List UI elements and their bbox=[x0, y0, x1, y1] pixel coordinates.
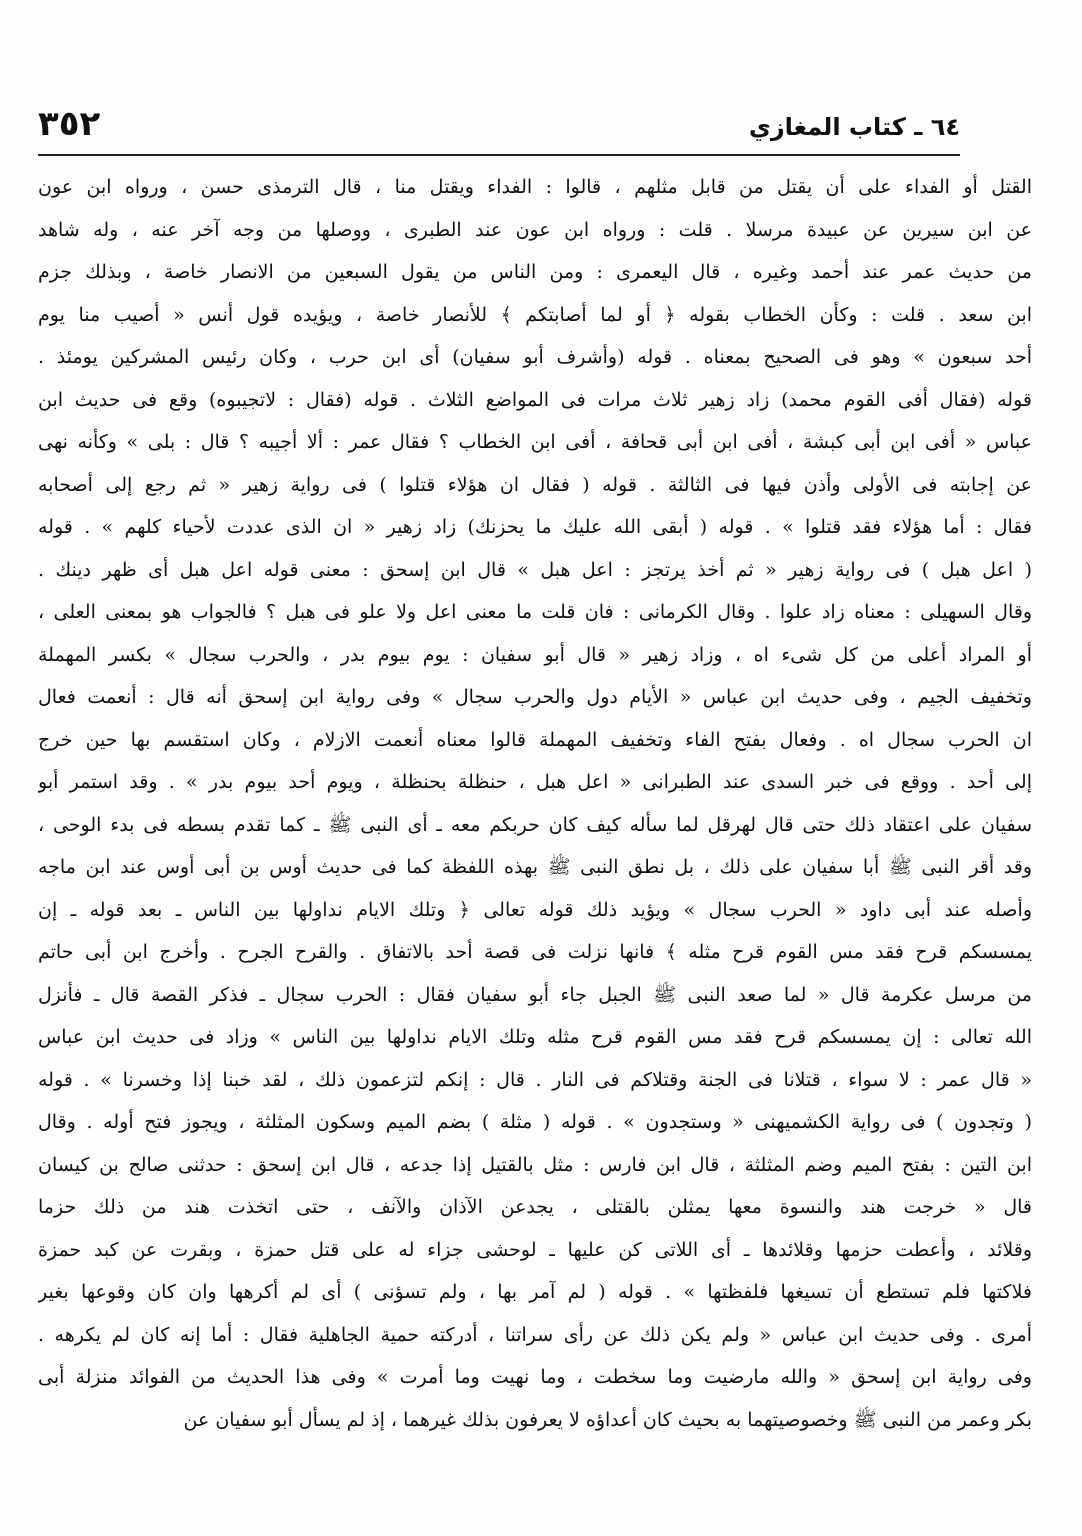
text-line: ( وتجدون ) فى رواية الكشميهنى « وستجدون » . قوله ( مثلة ) بضم الميم وسكون المثلثة ، ويجوز فتح أوله . وقال bbox=[38, 1111, 1032, 1133]
text-line: وقلائد ، وأعطت حزمها وقلائدها ـ أى اللاتى كن عليها ـ لوحشى جزاء له على قتل حمزة ، وبقرت عن كبد حمزة bbox=[38, 1238, 1032, 1261]
text-line: وقد أقر النبى ﷺ أبا سفيان على ذلك ، بل نطق النبى ﷺ بهذه اللفظة كما فى حديث أوس بن أبى أوس عند ابن ماجه bbox=[38, 856, 1032, 878]
body-text bbox=[38, 166, 1032, 1441]
page-number: ٣٥٢ bbox=[38, 104, 101, 144]
text-line: « قال عمر : لا سواء ، قتلانا فى الجنة وقتلاكم فى النار . قال : إنكم لتزعمون ذلك ، لقد خبنا إذا وخسرنا » . قوله bbox=[38, 1068, 1032, 1091]
text-line: قوله (فقال أفى القوم محمد) زاد زهير ثلاث مرات فى المواضع الثلاث . قوله (فقال : لاتجيبوه) وقع فى حديث ابن bbox=[38, 388, 1032, 411]
text-line: القتل أو الفداء على أن يقتل من قابل مثلهم ، قالوا : الفداء ويقتل منا ، قال الترمذى حسن ، ورواه ابن عون bbox=[38, 176, 1032, 198]
text-line: عباس « أفى ابن أبى كبشة ، أفى ابن أبى قحافة ، أفى ابن الخطاب ؟ فقال عمر : ألا أجيبه ؟ قال : بلى » وكأنه نهى bbox=[38, 431, 1032, 453]
text-line: وفى رواية ابن إسحق « والله مارضيت وما سخطت ، وما نهيت وما أمرت » وفى هذا الحديث من الفوائد منزلة أبى bbox=[38, 1366, 1032, 1388]
text-line: وقال السهيلى : معناه زاد علوا . وقال الكرمانى : فان قلت ما معنى اعل ولا علو فى هبل ؟ فالجواب هو بمعنى العلى ، bbox=[38, 601, 1032, 623]
text-line: عن ابن سيرين عن عبيدة مرسلا . قلت : ورواه ابن عون عند الطبرى ، ووصلها من وجه آخر عنه ، وله شاهد bbox=[38, 218, 1032, 241]
text-line: فلاكتها فلم تستطع أن تسيغها فلفظتها » . قوله ( لم آمر بها ، ولم تسؤنى ) أى لم أكرهها وان كان وقوعها بغير bbox=[38, 1281, 1032, 1303]
text-line: من مرسل عكرمة قال « لما صعد النبى ﷺ الجبل جاء أبو سفيان فقال : الحرب سجال ـ فذكر القصة قال ـ فأنزل bbox=[38, 983, 1032, 1006]
text-line: أمرى . وفى حديث ابن عباس « ولم يكن ذلك عن رأى سراتنا ، أدركته حمية الجاهلية فقال : أما إنه كان لم يكرهه . bbox=[38, 1323, 1032, 1346]
text-line: وتخفيف الجيم ، وفى حديث ابن عباس « الأيام دول والحرب سجال » وفى رواية ابن إسحق أنه قال : أنعمت فعال bbox=[38, 686, 1032, 708]
text-line: قال « خرجت هند والنسوة معها يمثلن بالقتلى ، يجدعن الآذان والآنف ، حتى اتخذت هند من ذلك حزما bbox=[38, 1196, 1032, 1218]
text-line: بكر وعمر من النبى ﷺ وخصوصيتهما به بحيث كان أعداؤه لا يعرفون بذلك غيرهما ، إذ لم يسأل أبو سفيان عن bbox=[183, 1408, 1032, 1431]
text-line: ( اعل هبل ) فى رواية زهير « ثم أخذ يرتجز : اعل هبل » قال ابن إسحق : معنى قوله اعل هبل أى ظهر دينك . bbox=[38, 558, 1032, 581]
text-line: أحد سبعون » وهو فى الصحيح بمعناه . قوله (وأشرف أبو سفيان) أى ابن حرب ، وكان رئيس المشركين يومئذ . bbox=[38, 346, 1032, 368]
text-line: إلى أحد . ووقع فى خبر السدى عند الطبرانى « اعل هبل ، حنظلة بحنظلة ، ويوم أحد بيوم بدر » . وقد استمر أبو bbox=[38, 771, 1032, 793]
text-line: سفيان على اعتقاد ذلك حتى قال لهرقل لما سأله كيف كان حربكم معه ـ أى النبى ﷺ ـ كما تقدم بسطه فى بدء الوحى ، bbox=[38, 813, 1032, 836]
text-line: فقال : أما هؤلاء فقد قتلوا » . قوله ( أبقى الله عليك ما يحزنك) زاد زهير « ان الذى عددت لأحياء كلهم » . قوله bbox=[38, 516, 1032, 538]
text-line: ان الحرب سجال اه . وفعال بفتح الفاء وتخفيف المهملة قالوا معناه أنعمت الازلام ، وكان استقسم بها حين خرج bbox=[38, 728, 1032, 751]
text-line: ابن سعد . قلت : وكأن الخطاب بقوله ﴿ أو لما أصابتكم ﴾ للأنصار خاصة ، ويؤيده قول أنس « أصيب منا يوم bbox=[38, 303, 1032, 326]
header-rule bbox=[38, 154, 960, 156]
text-line: عن إجابته فى الأولى وأذن فيها فى الثالثة . قوله ( فقال ان هؤلاء قتلوا ) فى رواية زهير « ثم رجع إلى أصحابه bbox=[38, 473, 1032, 496]
text-line: الله تعالى : إن يمسسكم قرح فقد مس القوم قرح مثله وتلك الايام نداولها بين الناس » وزاد فى حديث ابن عباس bbox=[38, 1026, 1032, 1048]
page-header bbox=[38, 104, 960, 150]
text-line: وأصله عند أبى داود « الحرب سجال » ويؤيد ذلك قوله تعالى ﴿ وتلك الايام نداولها بين الناس ـ بعد قوله ـ إن bbox=[38, 898, 1032, 921]
running-title: ٦٤ ـ كتاب المغازي bbox=[748, 113, 960, 141]
text-line: يمسسكم قرح فقد مس القوم قرح مثله ﴾ فانها نزلت فى قصة أحد بالاتفاق . والقرح الجرح . وأخرج ابن أبى حاتم bbox=[38, 941, 1032, 963]
text-line: ابن التين : بفتح الميم وضم المثلثة ، قال ابن فارس : مثل بالقتيل إذا جدعه ، قال ابن إسحق : حدثنى صالح بن كيسان bbox=[38, 1153, 1032, 1176]
text-line: من حديث عمر عند أحمد وغيره ، قال اليعمرى : ومن الناس من يقول السبعين من الانصار خاصة ، وبذلك جزم bbox=[38, 261, 1032, 283]
text-line: أو المراد أعلى من كل شىء اه ، وزاد زهير « قال أبو سفيان : يوم بيوم بدر ، والحرب سجال » بكسر المهملة bbox=[38, 643, 1032, 666]
